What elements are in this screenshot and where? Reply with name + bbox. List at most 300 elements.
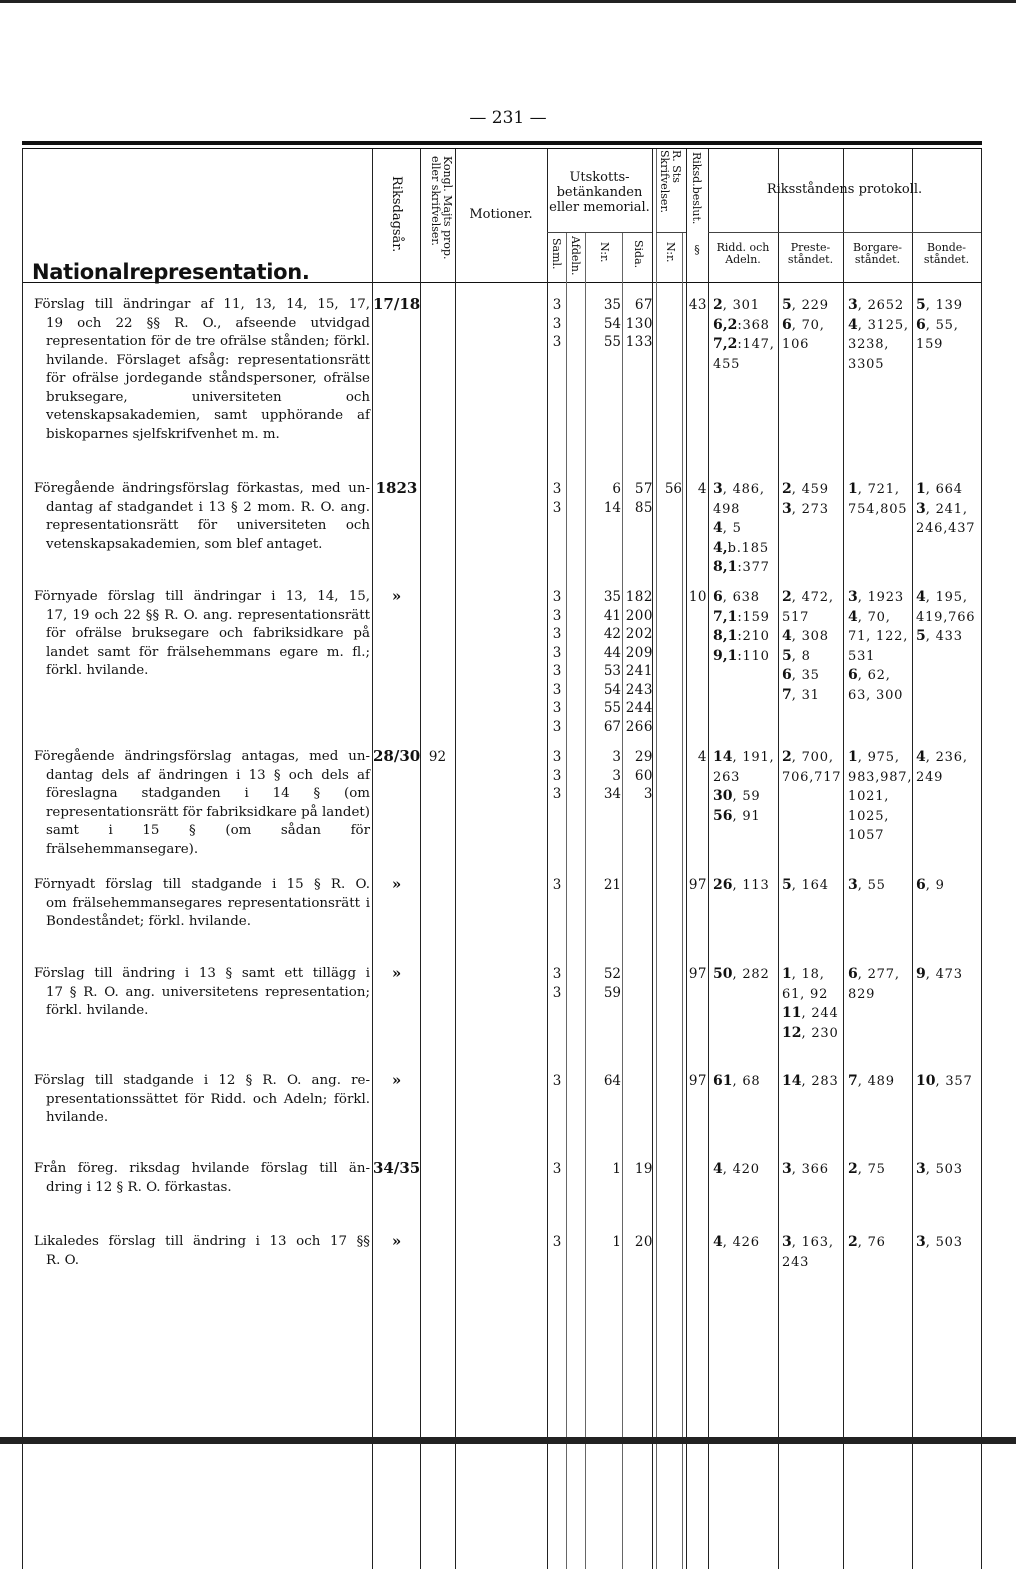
bonde-reference xyxy=(916,748,968,768)
page-reference: , 18, xyxy=(791,967,825,982)
entry-continuation: R. O. xyxy=(46,1252,80,1268)
utskott-nr-cell: 3 3 34 xyxy=(603,749,621,802)
header-rsts: R. Sts Skrifvelser. xyxy=(658,150,683,213)
volume-number: 30 xyxy=(713,788,733,804)
borgare-reference xyxy=(848,335,909,355)
header-utskott-nr: N:r. xyxy=(598,242,611,263)
column-line xyxy=(656,149,657,1569)
borgare-reference xyxy=(848,608,908,628)
page-reference: , 721, xyxy=(857,482,900,497)
page-reference: , 273 xyxy=(791,501,829,517)
ridd-reference xyxy=(713,588,770,608)
page-reference: , 357 xyxy=(935,1074,973,1089)
volume-number: 8,1 xyxy=(713,628,738,644)
volume-number: 3 xyxy=(916,1234,926,1250)
entry-description xyxy=(34,965,370,1021)
header-rule-thick xyxy=(22,141,982,145)
bonde-reference xyxy=(916,500,975,520)
page-reference: 263 xyxy=(713,769,741,785)
column-line xyxy=(912,149,913,1569)
page-reference: , 91 xyxy=(732,808,761,824)
page-reference: , 31 xyxy=(791,687,820,703)
volume-number: 6 xyxy=(782,667,792,683)
entry-continuation: dantag af stadgandet i 13 § 2 mom. R. O. ang. representationsrätt för universiteten och vetenskapsakademien, som blef antaget. xyxy=(46,499,370,552)
ridd-reference xyxy=(713,480,770,500)
column-line xyxy=(778,149,779,1569)
header-utskott: Utskotts- betänkanden eller memorial. xyxy=(549,170,650,215)
preste-reference xyxy=(782,500,829,520)
page-reference: , 473 xyxy=(925,967,963,982)
page-reference: 706,717 xyxy=(782,769,842,785)
beslut-cell: 97 xyxy=(688,1073,707,1089)
preste-reference xyxy=(782,1024,839,1044)
riksdagsar-cell: » xyxy=(391,1232,402,1250)
entry-continuation: 17, 19 och 22 §§ R. O. ang. representationsrätt för ofrälse bruksegare och fabriksidkare på landet samt för frälsehemmans egare m. fl.; förkl. hvilande. xyxy=(46,607,370,678)
ridd-reference xyxy=(713,519,770,539)
page-reference: , 420 xyxy=(722,1162,760,1177)
header-afdeln: Afdeln. xyxy=(569,236,582,276)
preste-reference xyxy=(782,748,841,768)
bottom-border xyxy=(0,1437,1016,1444)
borgare-reference xyxy=(848,588,908,608)
ridd-reference xyxy=(713,296,775,316)
ridd-cell xyxy=(713,1160,760,1180)
entry-continuation: dantag dels af ändringen i 13 § och dels af föreslagna stadganden i 14 § (om representationsrätt för fabriksidkare på landet) samt i 15 § (om sådan för frälsehemmansegare). xyxy=(46,767,370,857)
volume-number: 4 xyxy=(713,520,723,536)
bonde-reference xyxy=(916,876,945,896)
page-reference: , 486, xyxy=(722,482,765,497)
borgare-cell xyxy=(848,480,907,519)
page-reference: , 975, xyxy=(857,750,900,765)
page-reference: 455 xyxy=(713,356,741,372)
entry-first-line: Förnyade förslag till ändringar i 13, 14, 15, xyxy=(34,589,370,604)
volume-number: 6 xyxy=(713,589,723,605)
page-reference: , 503 xyxy=(925,1162,963,1177)
volume-number: 9,1 xyxy=(713,647,738,664)
page-reference: , 433 xyxy=(925,629,963,644)
borgare-cell xyxy=(848,588,908,705)
borgare-reference xyxy=(848,768,912,788)
riksdagsar-cell: 17/18 xyxy=(373,295,421,313)
borgare-reference xyxy=(848,965,900,985)
utskott-nr-cell: 64 xyxy=(603,1073,621,1089)
volume-number: 6 xyxy=(916,316,926,333)
column-line xyxy=(22,149,23,1569)
sida-cell: 182 200 202 209 241 243 244 266 xyxy=(625,589,653,735)
entry-first-line: Från föreg. riksdag hvilande förslag till än- xyxy=(34,1161,370,1176)
header-kongl: Kongl. Majts prop. eller skrifvelser. xyxy=(429,156,454,260)
ridd-reference xyxy=(713,807,775,827)
page-reference: 829 xyxy=(848,986,876,1002)
page-reference: , 68 xyxy=(732,1074,761,1089)
entry-description xyxy=(34,588,370,681)
entry-first-line: Förslag till stadgande i 12 § R. O. ang. re- xyxy=(34,1073,370,1088)
header-riksdagsar: Riksdagsår. xyxy=(389,176,404,253)
volume-number: 12 xyxy=(782,1024,802,1041)
volume-number: 4, xyxy=(713,539,728,556)
ridd-cell xyxy=(713,876,770,896)
page-reference: , 638 xyxy=(722,590,760,605)
borgare-cell xyxy=(848,1160,886,1180)
beslut-cell: 4 xyxy=(697,481,707,497)
saml-cell: 3 3 xyxy=(552,966,562,1001)
entry-description xyxy=(34,1072,370,1128)
page-reference: , 282 xyxy=(732,967,770,982)
ridd-reference xyxy=(713,558,770,578)
volume-number: 7,1 xyxy=(713,608,738,625)
column-line xyxy=(585,232,586,1569)
volume-number: 2 xyxy=(782,749,792,765)
header-rule-thin xyxy=(22,148,982,149)
entry-continuation: om frälsehemmansegares representationsrätt i Bondeståndet; förkl. hvilande. xyxy=(46,895,370,929)
riksdagsar-cell: 34/35 xyxy=(373,1159,421,1177)
bonde-reference xyxy=(916,965,963,985)
page-reference: , 229 xyxy=(791,298,829,313)
sida-cell: 19 xyxy=(634,1161,653,1177)
bonde-reference xyxy=(916,608,975,628)
bonde-reference xyxy=(916,627,975,647)
column-line xyxy=(547,149,548,1569)
bonde-reference xyxy=(916,335,963,355)
utskott-nr-cell: 21 xyxy=(603,877,621,893)
borgare-reference xyxy=(848,316,909,336)
page-reference: , 2652 xyxy=(857,298,904,313)
entry-description xyxy=(34,876,370,932)
sida-cell: 67 130 133 xyxy=(625,297,653,350)
borgare-reference xyxy=(848,1160,886,1180)
section-title: Nationalrepresentation. xyxy=(32,260,310,284)
entry-description xyxy=(34,748,370,859)
borgare-cell xyxy=(848,876,886,896)
volume-number: 3 xyxy=(782,500,792,517)
riksdagsar-cell: 1823 xyxy=(375,479,418,497)
bonde-cell xyxy=(916,1072,973,1092)
preste-reference xyxy=(782,666,834,686)
preste-cell xyxy=(782,1233,834,1272)
volume-number: 5 xyxy=(782,297,792,313)
volume-number: 4 xyxy=(713,1234,723,1250)
borgare-reference xyxy=(848,748,912,768)
utskott-nr-cell: 35 54 55 xyxy=(603,297,621,350)
ridd-reference xyxy=(713,1233,760,1253)
riksdagsar-cell: » xyxy=(391,1071,402,1089)
entry-first-line: Föregående ändringsförslag förkastas, med un- xyxy=(34,481,370,496)
borgare-reference xyxy=(848,876,886,896)
column-line xyxy=(652,149,653,1569)
borgare-reference xyxy=(848,807,912,827)
page-reference: 754,805 xyxy=(848,501,908,517)
volume-number: 1 xyxy=(848,749,858,765)
ridd-cell xyxy=(713,1072,761,1092)
volume-number: 3 xyxy=(848,297,858,313)
bonde-reference xyxy=(916,588,975,608)
preste-cell xyxy=(782,296,829,355)
header-preste: Preste- ståndet. xyxy=(787,241,834,266)
volume-number: 2 xyxy=(848,1161,858,1177)
volume-number: 7 xyxy=(782,686,792,703)
preste-reference xyxy=(782,588,834,608)
column-line xyxy=(708,149,709,1569)
page-reference: , 62, xyxy=(857,668,891,683)
utskott-nr-cell: 1 xyxy=(612,1234,621,1250)
volume-number: 4 xyxy=(848,608,858,625)
ridd-reference xyxy=(713,355,775,375)
preste-reference xyxy=(782,1004,839,1024)
entry-first-line: Föregående ändringsförslag antagas, med un- xyxy=(34,749,370,764)
preste-cell xyxy=(782,1160,829,1180)
volume-number: 7 xyxy=(848,1073,858,1089)
entry-continuation: 19 och 22 §§ R. O., afseende utvidgad representation för de tre ofrälse stånden; förkl. hvilande. Förslaget afsåg: representationsrätt för ofrälse jordegande ståndspersoner, ofrälse bruksegare, universiteten och vetenskapsakademien, samt upphörande af biskoparnes sjelfskrifvenhet m. m. xyxy=(46,315,370,442)
header-saml: Saml. xyxy=(550,238,563,270)
beslut-cell: 10 xyxy=(688,589,707,605)
bonde-cell xyxy=(916,480,975,539)
entry-description xyxy=(34,1160,370,1197)
page-reference: , 366 xyxy=(791,1162,829,1177)
borgare-reference xyxy=(848,686,908,706)
header-sida: Sida. xyxy=(632,240,645,269)
page-reference: 3238, xyxy=(848,337,890,352)
utskott-nr-cell: 35 41 42 44 53 54 55 67 xyxy=(603,589,621,735)
column-line xyxy=(372,149,373,1569)
saml-cell: 3 3 3 3 3 3 3 3 xyxy=(552,589,562,735)
preste-reference xyxy=(782,1233,834,1253)
page-reference: 159 xyxy=(916,337,944,352)
page-reference: 63, 300 xyxy=(848,687,904,703)
volume-number: 5 xyxy=(782,647,792,664)
header-bonde: Bonde- ståndet. xyxy=(923,241,970,266)
column-line xyxy=(843,149,844,1569)
preste-reference xyxy=(782,965,839,985)
page-reference: 246,437 xyxy=(916,521,976,536)
volume-number: 2 xyxy=(782,481,792,497)
page-reference: , 70, xyxy=(857,609,891,625)
page-reference: , 195, xyxy=(925,590,968,605)
page-reference: :110 xyxy=(737,648,770,664)
column-line xyxy=(622,232,623,1569)
page-reference: , 70, xyxy=(791,317,825,333)
borgare-cell xyxy=(848,965,900,1004)
page-reference: , 139 xyxy=(925,298,963,313)
entry-first-line: Förnyadt förslag till stadgande i 15 § R. O. xyxy=(34,877,370,892)
utskott-nr-cell: 52 59 xyxy=(603,966,621,1001)
entry-description xyxy=(34,1233,370,1270)
ridd-reference xyxy=(713,876,770,896)
page-reference: 1057 xyxy=(848,828,885,843)
entry-first-line: Förslag till ändringar af 11, 13, 14, 15, 17, xyxy=(34,297,370,312)
ridd-reference xyxy=(713,500,770,520)
page-reference: b.185 xyxy=(727,540,769,556)
volume-number: 6 xyxy=(848,966,858,982)
entry-continuation: dring i 12 § R. O. förkastas. xyxy=(46,1179,232,1195)
page-reference: 71, 122, xyxy=(848,629,909,644)
volume-number: 6 xyxy=(782,316,792,333)
borgare-cell xyxy=(848,296,909,374)
volume-number: 4 xyxy=(848,316,858,333)
volume-number: 10 xyxy=(916,1073,936,1089)
borgare-reference xyxy=(848,1233,886,1253)
header-paragraph: § xyxy=(694,243,700,256)
page-reference: , 308 xyxy=(791,629,829,644)
preste-reference xyxy=(782,686,834,706)
page-reference: 983,987, xyxy=(848,769,913,785)
preste-cell xyxy=(782,1072,839,1092)
preste-reference xyxy=(782,985,839,1005)
preste-reference xyxy=(782,335,829,355)
bonde-reference xyxy=(916,519,975,539)
volume-number: 3 xyxy=(848,589,858,605)
rsts-nr-cell: 56 xyxy=(664,481,682,497)
volume-number: 61 xyxy=(713,1073,733,1089)
preste-reference xyxy=(782,608,834,628)
volume-number: 3 xyxy=(713,481,723,497)
borgare-cell xyxy=(848,1233,886,1253)
beslut-cell: 97 xyxy=(688,877,707,893)
volume-number: 6 xyxy=(848,667,858,683)
volume-number: 4 xyxy=(916,589,926,605)
ridd-reference xyxy=(713,608,770,628)
page-reference: , 241, xyxy=(925,501,968,517)
page-reference: 419,766 xyxy=(916,609,976,625)
entry-continuation: presentationssättet för Ridd. och Adeln; förkl. hvilande. xyxy=(46,1091,370,1125)
volume-number: 2 xyxy=(782,589,792,605)
riksdagsar-cell: 28/30 xyxy=(373,747,421,765)
column-line xyxy=(981,149,982,1569)
bonde-reference xyxy=(916,1160,963,1180)
page-reference: 531 xyxy=(848,648,876,664)
header-motioner: Motioner. xyxy=(469,207,533,222)
beslut-cell: 97 xyxy=(688,966,707,982)
preste-cell xyxy=(782,480,829,519)
borgare-reference xyxy=(848,500,907,520)
preste-reference xyxy=(782,1072,839,1092)
bonde-reference xyxy=(916,1072,973,1092)
page-reference: , 163, xyxy=(791,1235,834,1250)
volume-number: 56 xyxy=(713,807,733,824)
volume-number: 2 xyxy=(848,1234,858,1250)
header-subrule xyxy=(656,232,686,233)
column-line xyxy=(566,232,567,1569)
page-reference: , 472, xyxy=(791,590,834,605)
page-reference: , 5 xyxy=(722,521,742,536)
borgare-reference xyxy=(848,1072,895,1092)
page-reference: :159 xyxy=(737,609,770,625)
page-reference: , 459 xyxy=(791,482,829,497)
volume-number: 3 xyxy=(782,1161,792,1177)
volume-number: 3 xyxy=(916,1161,926,1177)
header-borgare: Borgare- ståndet. xyxy=(852,241,903,266)
ridd-reference xyxy=(713,647,770,667)
borgare-reference xyxy=(848,985,900,1005)
header-rsts-nr: N:r. xyxy=(664,242,677,263)
column-line xyxy=(420,149,421,1569)
column-line xyxy=(455,149,456,1569)
page-reference: , 277, xyxy=(857,967,900,982)
bonde-cell xyxy=(916,748,968,787)
ridd-reference xyxy=(713,316,775,336)
page-reference: , 489 xyxy=(857,1074,895,1089)
volume-number: 7,2 xyxy=(713,336,738,352)
page-reference: , 1923 xyxy=(857,590,904,605)
ridd-reference xyxy=(713,965,770,985)
preste-cell xyxy=(782,876,829,896)
header-subrule xyxy=(708,232,981,233)
riksdagsar-cell: » xyxy=(391,587,402,605)
volume-number: 5 xyxy=(916,297,926,313)
header-subrule xyxy=(547,232,652,233)
volume-number: 5 xyxy=(782,877,792,893)
page-reference: , 191, xyxy=(732,750,775,765)
borgare-cell xyxy=(848,1072,895,1092)
bonde-reference xyxy=(916,316,963,336)
volume-number: 3 xyxy=(848,877,858,893)
page-reference: , 244 xyxy=(801,1006,839,1021)
bonde-cell xyxy=(916,1233,963,1253)
page-reference: , 76 xyxy=(857,1235,886,1250)
entry-description xyxy=(34,480,370,554)
page-reference: , 164 xyxy=(791,878,829,893)
volume-number: 50 xyxy=(713,966,733,982)
borgare-reference xyxy=(848,627,908,647)
ridd-cell xyxy=(713,748,775,826)
page-reference: , 75 xyxy=(857,1162,886,1177)
page-reference: 1021, xyxy=(848,789,890,804)
ridd-cell xyxy=(713,1233,760,1253)
ridd-reference xyxy=(713,1072,761,1092)
volume-number: 6 xyxy=(916,877,926,893)
page-reference: , 664 xyxy=(925,482,963,497)
page-reference: 249 xyxy=(916,769,944,785)
page-reference: 517 xyxy=(782,609,810,625)
page-reference: :368 xyxy=(737,317,770,333)
bonde-reference xyxy=(916,1233,963,1253)
saml-cell: 3 3 xyxy=(552,481,562,516)
volume-number: 1 xyxy=(916,481,926,497)
ridd-reference xyxy=(713,748,775,768)
riksdagsar-cell: » xyxy=(391,875,402,893)
bonde-cell xyxy=(916,1160,963,1180)
page-reference: , 59 xyxy=(732,789,761,804)
page-number: — 231 — xyxy=(469,108,547,128)
sida-cell: 57 85 xyxy=(634,481,653,516)
page-reference: :147, xyxy=(737,337,775,352)
page-reference: , 3125, xyxy=(857,317,909,333)
beslut-cell: 43 xyxy=(688,297,707,313)
ridd-cell xyxy=(713,296,775,374)
entry-first-line: Förslag till ändring i 13 § samt ett tillägg i xyxy=(34,966,370,981)
page-reference: :377 xyxy=(737,560,770,575)
borgare-reference xyxy=(848,355,909,375)
borgare-reference xyxy=(848,787,912,807)
volume-number: 8,1 xyxy=(713,559,738,575)
entry-first-line: Likaledes förslag till ändring i 13 och 17 §§ xyxy=(34,1234,370,1249)
ridd-cell xyxy=(713,965,770,985)
volume-number: 26 xyxy=(713,877,733,893)
entry-continuation: 17 § R. O. ang. universitetens representation; förkl. hvilande. xyxy=(46,984,370,1018)
page-reference: 243 xyxy=(782,1254,810,1270)
sida-cell: 29 60 3 xyxy=(634,749,653,802)
page-reference: 106 xyxy=(782,337,810,352)
saml-cell: 3 xyxy=(552,1161,562,1177)
utskott-nr-cell: 1 xyxy=(612,1161,621,1177)
column-line xyxy=(686,149,687,1569)
bonde-reference xyxy=(916,296,963,316)
bonde-cell xyxy=(916,965,963,985)
preste-cell xyxy=(782,748,841,787)
borgare-reference xyxy=(848,826,912,846)
preste-reference xyxy=(782,876,829,896)
borgare-cell xyxy=(848,748,912,846)
page-reference: :210 xyxy=(737,629,770,644)
